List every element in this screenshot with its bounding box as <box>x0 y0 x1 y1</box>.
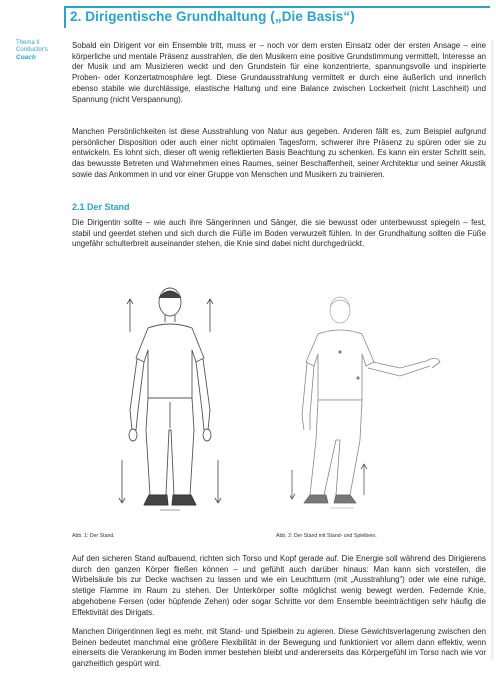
figure-2-caption: Abb. 2: Der Stand mit Stand- und Spielbein. <box>276 533 377 539</box>
figure-1-caption: Abb. 1: Der Stand. <box>72 533 115 539</box>
section-paragraph-1: Die Dirigentin sollte – wie auch ihre Sängerinnen und Sänger, die sie bewusst oder unterbewusst spiegeln – fest, stabil und geerdet stehen und sich durch die Füße im Boden verwurzelt fühlen. In der Grundhaltung sollten die Füße ungefähr schulterbreit auseinander stehen, die Knie sind dabei nicht durchgedrückt. <box>72 218 486 249</box>
body-paragraph-2: Manchen Dirigentinnen liegt es mehr, mit Stand- und Spielbein zu agieren. Diese Gewichtsverlagerung zwischen den Beinen bedeutet manchmal eine größere Flexibilität in der Bewegung und funktioniert vor allem dann effektiv, wenn einerseits die Verankerung im Boden immer bestehen bleibt und andererseits das Körpergefühl im Torso nach wie vor ganzheitlich gespürt wird. <box>72 627 486 669</box>
figure-standing-front <box>100 280 240 520</box>
sidebar-topic: Thema II <box>16 40 40 46</box>
scrollbar[interactable] <box>491 40 494 660</box>
sidebar-brand-coach: Coach <box>16 54 36 61</box>
sidebar-brand-line: Conductor's <box>16 47 48 53</box>
sidebar-label <box>16 40 62 61</box>
page-title: 2. Dirigentische Grundhaltung („Die Basis“) <box>70 9 355 24</box>
intro-paragraph-2: Manchen Persönlichkeiten ist diese Ausstrahlung von Natur aus gegeben. Anderen fällt es, zum Beispiel aufgrund persönlicher Disposition oder auch einer nicht optimalen Tagesform, schwerer ihre Präsenz zu spüren oder sie zu entwickeln. Es lohnt sich, dieser oft wenig reflektierten Basis Beachtung zu schenken. Es kann ein erster Schritt sein, das bewusste Betreten und Wahrnehmen eines Raumes, seiner Beschaffenheit, seiner Architektur und seiner Akustik sowie das Ankommen in und vor einer Gruppe von Menschen und Musikern zu trainieren. <box>72 127 486 179</box>
section-heading: 2.1 Der Stand <box>72 202 130 212</box>
body-paragraph-1: Auf den sicheren Stand aufbauend, richten sich Torso und Kopf gerade auf. Die Energie soll während des Dirigierens durch den ganzen Körper fließen können – und gefühlt auch darüber hinaus: Man kann sich vorstellen, die Wirbelsäule bis zur Decke wachsen zu lassen und wie ein Leuchtturm (mit „Ausstrahlung“) oder wie eine ruhige, stetige Flamme im Raum zu stehen. Der Unterkörper sollte möglichst wenig bewegt werden. Federnde Knie, abgehobene Fersen (oder hüpfende Zehen) oder sogar Schritte vor dem Ensemble beeinträchtigen sehr häufig die Effektivität des Dirigats. <box>72 554 486 617</box>
figure-weight-shift <box>290 290 460 520</box>
intro-paragraph-1: Sobald ein Dirigent vor ein Ensemble tritt, muss er – noch vor dem ersten Einsatz oder der ersten Ansage – eine körperliche und mentale Präsenz ausstrahlen, die den Musikern eine positive Grundstimmung vermittelt, Interesse an der Musik und am Musizieren weckt und den Grundstein für eine konzentrierte, spannungsvolle und inspirierte Proben- oder Konzertatmosphäre legt. Diese Grundausstrahlung vermittelt er durch eine äußerlich und innerlich ebenso stabile wie durchlässige, elastische Haltung und eine Balance zwischen Lockerheit (nicht Laschheit) und Spannung (nicht Verspannung). <box>72 41 486 104</box>
